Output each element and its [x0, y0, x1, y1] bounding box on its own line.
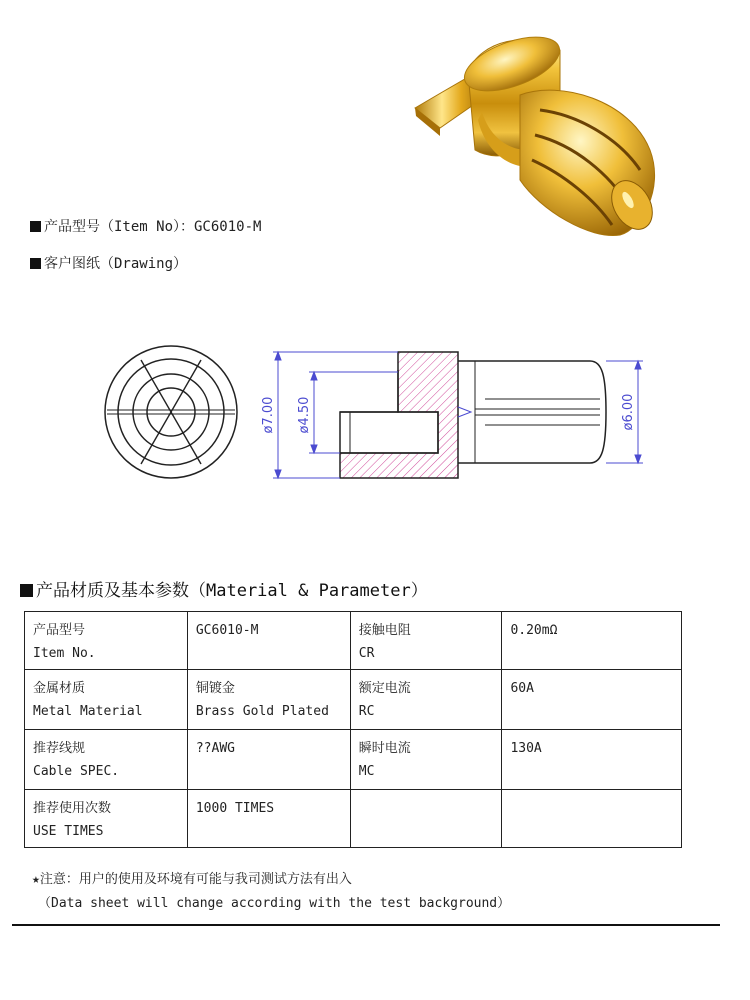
table-cell: 瞬时电流 MC: [350, 730, 502, 790]
table-cell: 推荐线规 Cable SPEC.: [25, 730, 188, 790]
item-no-text: 产品型号（Item No）：GC6010-M: [44, 219, 262, 235]
table-cell: 接触电阻 CR: [350, 612, 502, 670]
end-view: [105, 346, 237, 478]
table-cell: 60A: [502, 670, 682, 730]
table-cell: 铜镀金 Brass Gold Plated: [187, 670, 350, 730]
table-cell: 1000 TIMES: [187, 790, 350, 848]
item-no-heading: [30, 216, 261, 236]
table-row: [25, 790, 682, 848]
drawing-heading: [30, 253, 187, 273]
table-cell: 0.20mΩ: [502, 612, 682, 670]
technical-drawing: [95, 335, 655, 495]
bullet-square-icon: [20, 584, 33, 597]
dim-inner-label: ø4.50: [297, 396, 312, 434]
parameter-heading-text: 产品材质及基本参数（Material & Parameter）: [36, 581, 428, 601]
table-cell: [350, 790, 502, 848]
side-view: [340, 352, 606, 478]
parameter-table: [24, 611, 682, 848]
table-cell: 金属材质 Metal Material: [25, 670, 188, 730]
table-cell: ??AWG: [187, 730, 350, 790]
table-cell: 额定电流 RC: [350, 670, 502, 730]
note-english: （Data sheet will change according with the test background）: [38, 896, 511, 911]
table-row: [25, 612, 682, 670]
dim-pin-label: ø6.00: [621, 393, 636, 431]
table-cell: [502, 790, 682, 848]
table-cell: GC6010-M: [187, 612, 350, 670]
bottom-divider: [12, 924, 720, 926]
parameter-heading: [20, 576, 428, 601]
drawing-text: 客户图纸（Drawing）: [44, 256, 188, 272]
bullet-square-icon: [30, 221, 41, 232]
dim-outer-label: ø7.00: [261, 396, 276, 434]
note-chinese: ★注意：用户的使用及环境有可能与我司测试方法有出入: [32, 872, 352, 887]
table-row: [25, 670, 682, 730]
table-cell: 130A: [502, 730, 682, 790]
table-cell: 推荐使用次数 USE TIMES: [25, 790, 188, 848]
connector-image: [415, 26, 661, 236]
table-cell: 产品型号 Item No.: [25, 612, 188, 670]
table-row: [25, 730, 682, 790]
bullet-square-icon: [30, 258, 41, 269]
